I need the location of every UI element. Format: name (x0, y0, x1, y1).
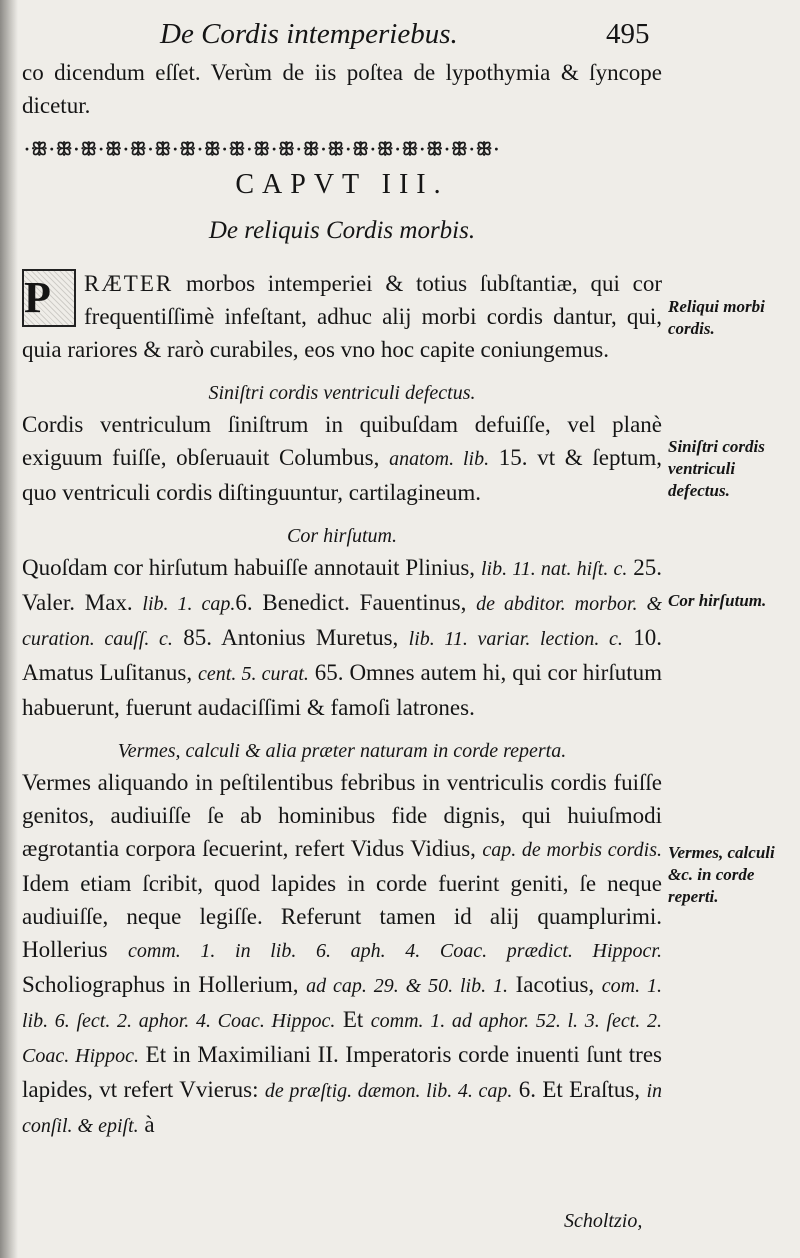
text-run: 15. vt & ſeptum, quo ventriculi cordis diſtinguuntur, cartilagineum. (22, 445, 662, 505)
citation: com. 1. lib. 6. ſect. 2. aphor. 4. Coac. Hippoc. (22, 975, 662, 1032)
citation: de præſtig. dæmon. lib. 4. cap. (264, 1080, 513, 1102)
text-run: 65. Omnes autem hi, qui cor hirſutum habuerunt, fuerunt audaciſſimi & famoſi latrones. (22, 660, 662, 720)
citation: cent. 5. curat. (198, 663, 309, 685)
text-run: 25. Valer. Max. (22, 555, 663, 615)
margin-note: Vermes, calculi &c. in corde reperti. (668, 843, 775, 906)
section-heading: Vermes, calculi & alia præter naturam in corde reperta. (117, 740, 567, 762)
citation: lib. 1. cap. (142, 593, 236, 615)
margin-note: Cor hirſutum. (668, 591, 767, 610)
citation: de abditor. morbor. & curation. cauſſ. c. (22, 593, 663, 650)
catchword: Scholtzio, (564, 1210, 643, 1232)
section-paragraph (22, 408, 662, 509)
text-run: à (138, 1112, 155, 1137)
section-paragraph (22, 766, 662, 1143)
intro-text: morbos intemperiei & totius ſubſtantiæ, qui cor frequentiſſimè infeſtant, adhuc alij morbi cordis dantur, qui, quia rariores & rarò curabiles, eos vno hoc capite coniungemus. (22, 271, 662, 362)
citation: in conſil. & epiſt. (22, 1080, 662, 1137)
text-run: Quoſdam cor hirſutum habuiſſe annotauit Plinius, (22, 555, 481, 580)
page-gutter-shadow (0, 0, 18, 1258)
text-run: Et (335, 1007, 371, 1032)
main-text-column (22, 18, 662, 1143)
running-header (22, 18, 662, 56)
citation: comm. 1. ad aphor. 52. l. 3. ſect. 2. Coac. Hippoc. (22, 1010, 662, 1067)
section-paragraph (22, 551, 662, 724)
section-cor-hirsutum (22, 521, 662, 724)
citation: cap. de morbis cordis. (482, 839, 663, 861)
margin-note: Siniſtri cordis ventriculi defectus. (668, 437, 765, 500)
citation: lib. 11. nat. hiſt. c. (480, 558, 628, 580)
text-run: 6. Benedict. Fauentinus, (235, 590, 477, 615)
section-ventriculus (22, 378, 662, 509)
text-run: Vermes aliquando in peſtilentibus febribus in ventriculis cordis fuiſſe genitos, audiuiſſe ſe ab hominibus fide dignis, qui huiuſmodi ægrotantia corpora ſecuerint, refert Vidus Vidius, (22, 770, 662, 861)
section-vermes (22, 736, 662, 1143)
text-run: 6. Et Eraſtus, (512, 1077, 647, 1102)
citation: comm. 1. in lib. 6. aph. 4. Coac. prædict. Hippocr. (128, 940, 662, 962)
text-run: 10. Amatus Luſitanus, (22, 625, 663, 685)
intro-paragraph (22, 267, 662, 366)
margin-note: Reliqui morbi cordis. (668, 297, 765, 338)
page-number: 495 (606, 18, 650, 50)
citation: lib. 11. variar. lection. c. (408, 628, 623, 650)
drop-cap: P (22, 269, 76, 327)
text-run: Cordis ventriculum ſiniſtrum in quibuſdam defuiſſe, vel planè exiguum fuiſſe, obſeruauit Columbus, (22, 412, 662, 470)
ornament-rule: ·ꕥ·ꕥ·ꕥ·ꕥ·ꕥ·ꕥ·ꕥ·ꕥ·ꕥ·ꕥ·ꕥ·ꕥ·ꕥ·ꕥ·ꕥ·ꕥ·ꕥ·ꕥ·ꕥ· (24, 139, 501, 159)
citation: anatom. lib. (389, 448, 490, 470)
running-title: De Cordis intemperiebus. (160, 18, 458, 50)
text-run: Idem etiam ſcribit, quod lapides in corde fuerint geniti, ſe neque audiuiſſe, neque legiſſe. Referunt tamen id alij quamplurimi. Hollerius (22, 871, 662, 962)
text-run: Scholiographus in Hollerium, (22, 972, 307, 997)
intro-smallcaps: RÆTER (84, 271, 174, 296)
section-heading: Siniſtri cordis ventriculi defectus. (208, 382, 476, 404)
chapter-subtitle: De reliquis Cordis morbis. (208, 217, 476, 244)
continuation-paragraph: co dicendum eſſet. Verùm de iis poſtea de lypothymia & ſyncope dicetur. (22, 60, 662, 118)
citation: ad cap. 29. & 50. lib. 1. (306, 975, 508, 997)
chapter-heading: CAPVT III. (235, 169, 449, 200)
section-heading: Cor hirſutum. (286, 525, 398, 547)
text-run: Iacotius, (507, 972, 602, 997)
text-run: 85. Antonius Muretus, (172, 625, 409, 650)
text-run: Et in Maximiliani II. Imperatoris corde inuenti ſunt tres lapides, vt refert Vvierus: (22, 1042, 663, 1102)
